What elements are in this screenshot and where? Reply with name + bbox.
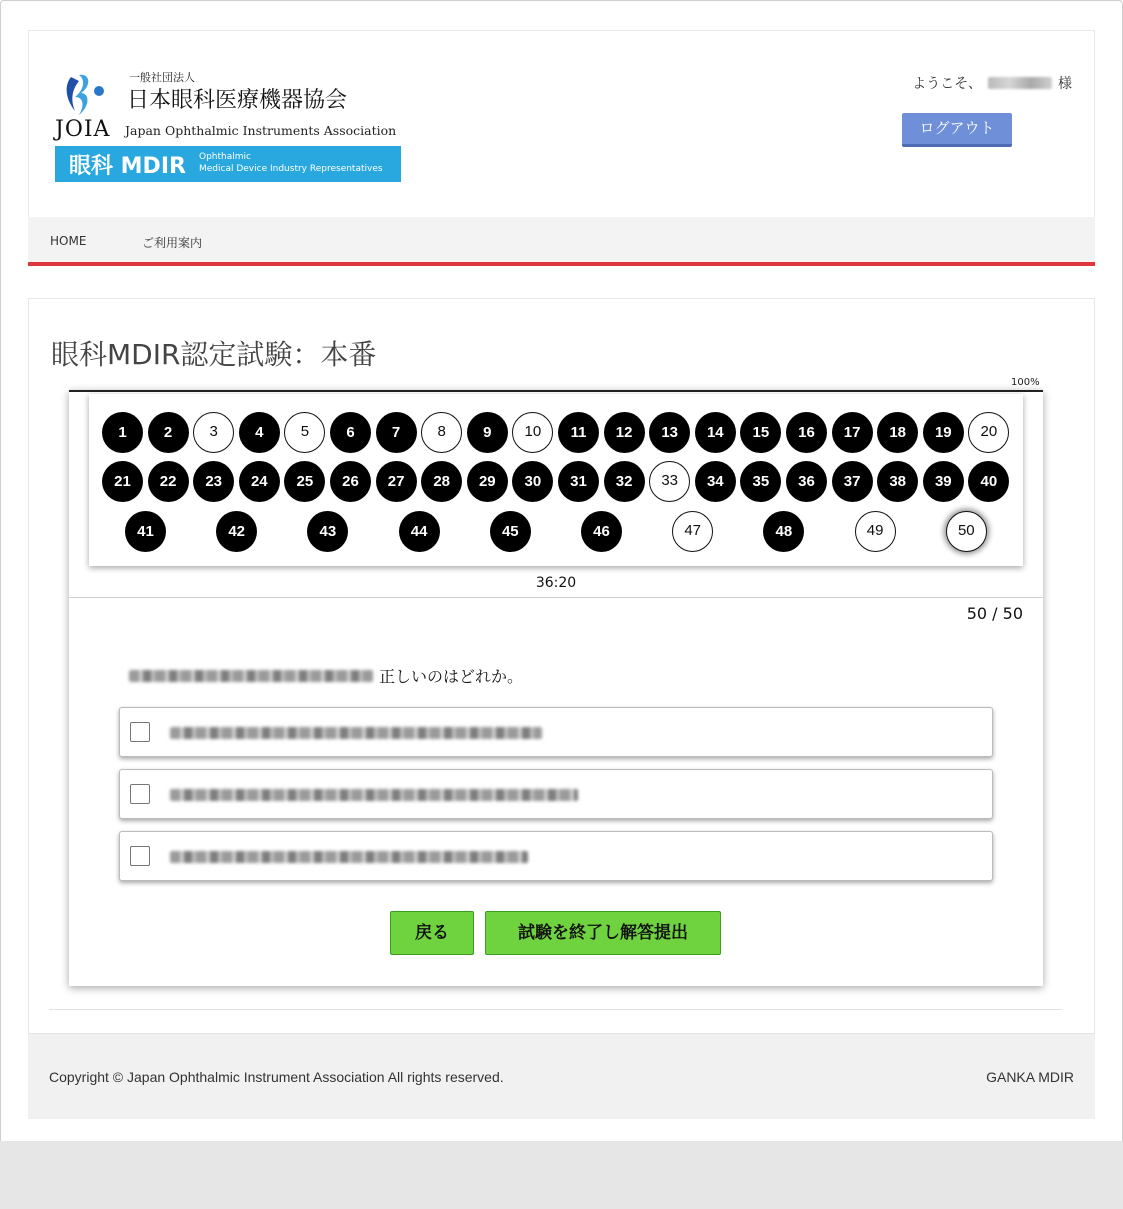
question-nav-button-1[interactable]: 1 (102, 412, 143, 453)
welcome-message (912, 73, 1072, 93)
question-nav-button-37[interactable]: 37 (832, 461, 873, 502)
question-nav-button-2[interactable]: 2 (148, 412, 189, 453)
redacted-option-text (170, 789, 578, 801)
content-divider (49, 1009, 1062, 1010)
answer-checkbox[interactable] (130, 722, 150, 742)
question-nav-button-6[interactable]: 6 (330, 412, 371, 453)
question-nav-button-36[interactable]: 36 (786, 461, 827, 502)
question-nav-button-33[interactable]: 33 (649, 461, 690, 502)
question-nav-button-38[interactable]: 38 (877, 461, 918, 502)
question-nav-button-45[interactable]: 45 (490, 511, 531, 552)
joia-logo[interactable] (53, 67, 403, 183)
question-navigator (89, 394, 1023, 566)
question-nav-button-31[interactable]: 31 (558, 461, 599, 502)
question-nav-button-20[interactable]: 20 (968, 412, 1009, 453)
redacted-question-text (129, 670, 373, 682)
question-nav-button-49[interactable]: 49 (855, 511, 896, 552)
answer-checkbox[interactable] (130, 784, 150, 804)
main-content (28, 298, 1095, 1034)
question-nav-button-39[interactable]: 39 (923, 461, 964, 502)
question-nav-button-4[interactable]: 4 (239, 412, 280, 453)
exam-timer: 36:20 (535, 575, 577, 591)
back-button[interactable]: 戻る (390, 911, 474, 955)
question-nav-button-29[interactable]: 29 (467, 461, 508, 502)
question-nav-button-42[interactable]: 42 (216, 511, 257, 552)
question-nav-button-7[interactable]: 7 (376, 412, 417, 453)
question-nav-button-48[interactable]: 48 (763, 511, 804, 552)
answer-checkbox[interactable] (130, 846, 150, 866)
logo-org-type: 一般社団法人 (129, 71, 195, 84)
nav-guide[interactable]: ご利用案内 (142, 236, 203, 250)
question-nav-button-22[interactable]: 22 (148, 461, 189, 502)
logout-button[interactable]: ログアウト (902, 113, 1012, 147)
footer-brand: GANKA MDIR (986, 1069, 1074, 1085)
question-nav-button-3[interactable]: 3 (193, 412, 234, 453)
site-footer (28, 1033, 1095, 1119)
progress-percent: 100% (1011, 377, 1040, 388)
main-nav (28, 217, 1095, 266)
site-header (28, 30, 1095, 218)
question-nav-button-25[interactable]: 25 (284, 461, 325, 502)
mdir-banner-sub1: Ophthalmic (199, 152, 251, 162)
question-nav-button-28[interactable]: 28 (421, 461, 462, 502)
question-nav-button-17[interactable]: 17 (832, 412, 873, 453)
redacted-option-text (170, 727, 542, 739)
question-counter: 50 / 50 (966, 604, 1023, 623)
question-nav-button-35[interactable]: 35 (740, 461, 781, 502)
welcome-prefix: ようこそ、 (912, 76, 982, 92)
question-nav-button-14[interactable]: 14 (695, 412, 736, 453)
redacted-option-text (170, 851, 528, 863)
logo-org-name: 日本眼科医療機器協会 (127, 88, 348, 113)
question-visible-text: 正しいのはどれか。 (379, 667, 524, 686)
mdir-banner-sub2: Medical Device Industry Representatives (199, 164, 383, 174)
logo-abbr: JOIA (55, 117, 111, 142)
question-nav-button-32[interactable]: 32 (604, 461, 645, 502)
page-bottom-area (0, 1141, 1123, 1209)
question-nav-button-10[interactable]: 10 (512, 412, 553, 453)
answer-option-3[interactable] (119, 831, 993, 881)
question-nav-button-8[interactable]: 8 (421, 412, 462, 453)
logo-org-name-en: Japan Ophthalmic Instruments Association (125, 123, 397, 138)
question-nav-button-41[interactable]: 41 (125, 511, 166, 552)
question-nav-button-16[interactable]: 16 (786, 412, 827, 453)
question-nav-button-30[interactable]: 30 (512, 461, 553, 502)
question-nav-button-44[interactable]: 44 (399, 511, 440, 552)
divider (69, 597, 1043, 598)
question-nav-button-18[interactable]: 18 (877, 412, 918, 453)
nav-home[interactable]: HOME (50, 234, 87, 248)
question-nav-button-21[interactable]: 21 (102, 461, 143, 502)
question-nav-button-26[interactable]: 26 (330, 461, 371, 502)
copyright-text: Copyright © Japan Ophthalmic Instrument Association All rights reserved. (49, 1069, 504, 1085)
question-nav-button-23[interactable]: 23 (193, 461, 234, 502)
question-nav-button-24[interactable]: 24 (239, 461, 280, 502)
question-nav-button-19[interactable]: 19 (923, 412, 964, 453)
question-nav-button-40[interactable]: 40 (968, 461, 1009, 502)
question-nav-button-13[interactable]: 13 (649, 412, 690, 453)
redacted-user-name (988, 77, 1052, 89)
mdir-banner (55, 146, 401, 182)
answer-option-1[interactable] (119, 707, 993, 757)
question-nav-button-9[interactable]: 9 (467, 412, 508, 453)
welcome-suffix: 様 (1058, 76, 1072, 92)
question-nav-button-43[interactable]: 43 (307, 511, 348, 552)
joia-logo-mark-icon (61, 71, 105, 119)
question-nav-button-15[interactable]: 15 (740, 412, 781, 453)
mdir-banner-title: 眼科 MDIR (69, 154, 186, 179)
page-title: 眼科MDIR認定試験：本番 (51, 338, 377, 371)
question-nav-button-27[interactable]: 27 (376, 461, 417, 502)
question-nav-button-34[interactable]: 34 (695, 461, 736, 502)
submit-exam-button[interactable]: 試験を終了し解答提出 (485, 911, 721, 955)
question-nav-button-12[interactable]: 12 (604, 412, 645, 453)
question-nav-button-50[interactable]: 50 (946, 511, 987, 552)
question-text (129, 664, 523, 687)
question-nav-button-11[interactable]: 11 (558, 412, 599, 453)
answer-option-2[interactable] (119, 769, 993, 819)
exam-card (69, 390, 1043, 986)
question-nav-button-46[interactable]: 46 (581, 511, 622, 552)
question-nav-button-47[interactable]: 47 (672, 511, 713, 552)
question-nav-button-5[interactable]: 5 (284, 412, 325, 453)
